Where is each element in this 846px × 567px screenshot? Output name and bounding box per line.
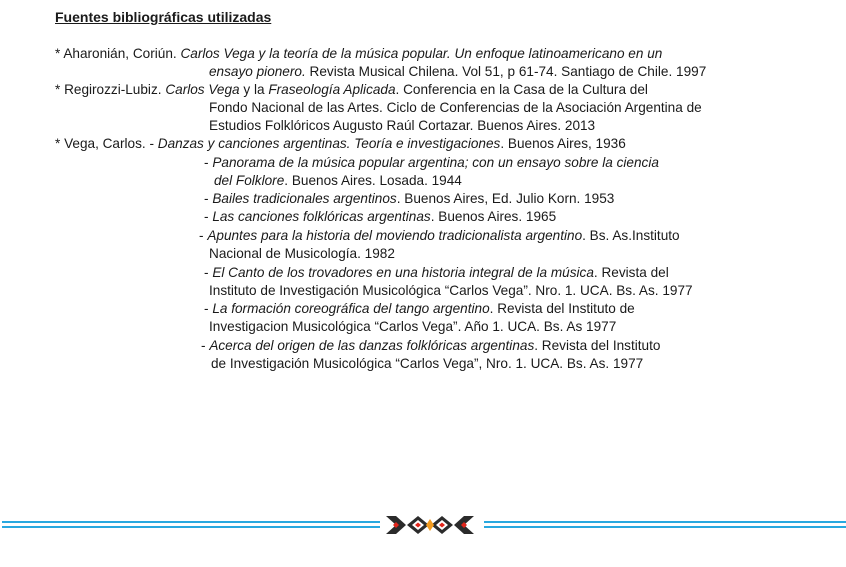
reference-title-text: Las canciones folklóricas argentinas xyxy=(212,209,431,224)
reference-text: y la xyxy=(239,82,269,97)
reference-text: Revista Musical Chilena. Vol 51, p 61-74. Santiago de Chile. 1997 xyxy=(305,64,707,79)
reference-line xyxy=(211,355,643,373)
reference-line xyxy=(214,172,462,190)
reference-title-text: Carlos Vega xyxy=(165,82,240,97)
reference-title-text: Carlos Vega y la teoría de la música popular. Un enfoque latinoamericano en un xyxy=(180,46,663,61)
reference-line xyxy=(209,245,395,263)
reference-title-text: Acerca del origen de las danzas folklóricas argentinas xyxy=(209,338,535,353)
footer-rule-left xyxy=(2,521,380,523)
andean-diamond-ornament-icon xyxy=(384,514,476,536)
reference-text: . Revista del Instituto xyxy=(534,338,661,353)
reference-text: . Bs. As.Instituto xyxy=(582,228,680,243)
reference-text: - xyxy=(204,301,213,316)
reference-title-text: Apuntes para la historia del moviendo tradicionalista argentino xyxy=(207,228,583,243)
reference-line xyxy=(55,81,648,99)
reference-text: . Buenos Aires, 1936 xyxy=(500,136,626,151)
reference-line xyxy=(199,227,680,245)
reference-title-text: La formación coreográfica del tango argentino xyxy=(212,301,490,316)
reference-title-text: Danzas y canciones argentinas. Teoría e investigaciones xyxy=(157,136,501,151)
reference-text: - xyxy=(204,155,213,170)
footer-rule-left-lower xyxy=(2,526,380,528)
reference-line xyxy=(204,300,635,318)
reference-text: * Aharonián, Coriún. xyxy=(55,46,181,61)
footer-ornament-band xyxy=(0,514,846,536)
reference-text: Instituto de Investigación Musicológica “Carlos Vega”. Nro. 1. UCA. Bs. As. 1977 xyxy=(209,283,693,298)
reference-title-text: Bailes tradicionales argentinos xyxy=(212,191,397,206)
reference-text: Investigacion Musicológica “Carlos Vega”. Año 1. UCA. Bs. As 1977 xyxy=(209,319,617,334)
reference-line xyxy=(209,63,706,81)
reference-text: - xyxy=(201,338,210,353)
reference-text: * Regirozzi-Lubiz. xyxy=(55,82,166,97)
reference-text: . Buenos Aires. 1965 xyxy=(430,209,557,224)
reference-text: * Vega, Carlos. - xyxy=(55,136,158,151)
reference-title-text: ensayo pionero. xyxy=(209,64,306,79)
reference-line xyxy=(204,154,659,172)
reference-text: - xyxy=(199,228,208,243)
reference-text: . Revista del Instituto de xyxy=(489,301,635,316)
reference-text: - xyxy=(204,191,213,206)
reference-text: . Revista del xyxy=(593,265,669,280)
reference-line xyxy=(209,282,693,300)
footer-rule-right-lower xyxy=(484,526,846,528)
reference-text: . Buenos Aires, Ed. Julio Korn. 1953 xyxy=(396,191,615,206)
reference-line xyxy=(201,337,660,355)
page-heading: Fuentes bibliográficas utilizadas xyxy=(55,9,272,25)
reference-line xyxy=(204,208,556,226)
footer-rule-right xyxy=(484,521,846,523)
reference-line xyxy=(209,318,616,336)
reference-line xyxy=(209,99,702,117)
reference-text: Fondo Nacional de las Artes. Ciclo de Conferencias de la Asociación Argentina de xyxy=(209,100,702,115)
reference-text: Nacional de Musicología. 1982 xyxy=(209,246,395,261)
reference-line xyxy=(209,117,595,135)
reference-line xyxy=(55,135,626,153)
reference-text: - xyxy=(204,209,213,224)
reference-text: Estudios Folklóricos Augusto Raúl Cortazar. Buenos Aires. 2013 xyxy=(209,118,596,133)
reference-line xyxy=(55,45,662,63)
reference-text: . Conferencia en la Casa de la Cultura del xyxy=(395,82,648,97)
reference-line xyxy=(204,264,669,282)
reference-text: . Buenos Aires. Losada. 1944 xyxy=(284,173,462,188)
reference-title-text: del Folklore xyxy=(214,173,285,188)
reference-title-text: Panorama de la música popular argentina; con un ensayo sobre la ciencia xyxy=(212,155,659,170)
reference-title-text: Fraseología Aplicada xyxy=(268,82,396,97)
reference-title-text: El Canto de los trovadores en una historia integral de la música xyxy=(212,265,594,280)
reference-text: de Investigación Musicológica “Carlos Vega”, Nro. 1. UCA. Bs. As. 1977 xyxy=(211,356,644,371)
reference-line xyxy=(204,190,614,208)
reference-text: - xyxy=(204,265,213,280)
